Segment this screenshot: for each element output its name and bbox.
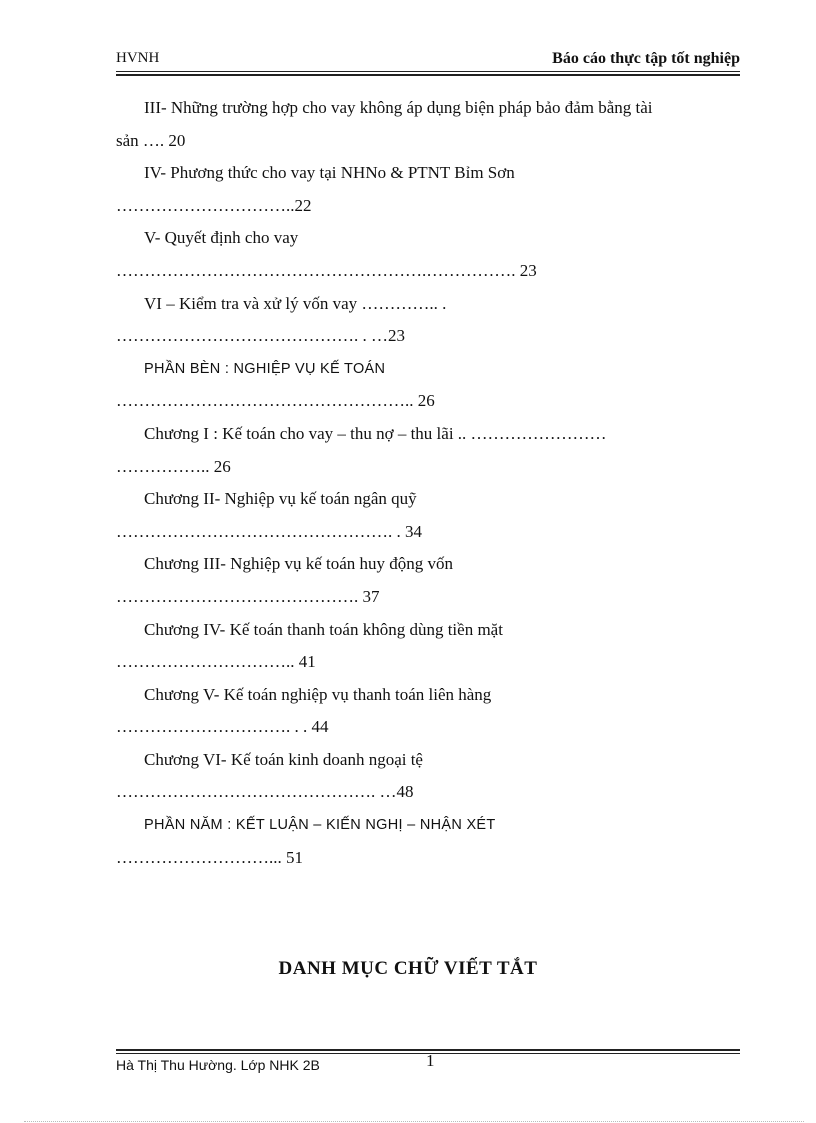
toc-leader: …………………………………………. . 34: [116, 521, 422, 541]
toc-entry: Chương II- Nghiệp vụ kế toán ngân quỹ: [144, 489, 417, 509]
toc-entry: Chương III- Nghiệp vụ kế toán huy động vốn: [144, 554, 454, 574]
toc-entry: III- Những trường hợp cho vay không áp dụng biện pháp bảo đảm bằng tài: [144, 98, 653, 117]
page-header: [116, 50, 740, 70]
toc-leader: …………………………. . . 44: [116, 717, 329, 737]
toc-leader: ……………………………………………….……………. 23: [116, 260, 537, 280]
header-left-text: HVNH: [116, 50, 160, 66]
toc-entry: Chương V- Kế toán nghiệp vụ thanh toán liên hàng: [144, 684, 492, 704]
toc-entry: Chương VI- Kế toán kinh doanh ngoại tệ: [144, 749, 423, 769]
table-of-contents: [116, 92, 740, 874]
toc-leader: ……………………………………. . …23: [116, 326, 405, 346]
toc-entry: Chương IV- Kế toán thanh toán không dùng tiền mặt: [144, 619, 503, 639]
toc-leader: ……………………………………. 37: [116, 586, 380, 606]
toc-entry: V- Quyết định cho vay: [144, 228, 299, 248]
page-edge-divider: [24, 1121, 804, 1122]
toc-leader: …………….. 26: [116, 456, 231, 476]
toc-leader: ………………………... 51: [116, 847, 303, 867]
page-number: 1: [426, 1051, 435, 1070]
section-title: DANH MỤC CHỮ VIẾT TẮT: [278, 958, 538, 979]
toc-entry: VI – Kiểm tra và xử lý vốn vay ………….. .: [144, 293, 447, 313]
toc-leader: sản …. 20: [116, 130, 186, 150]
toc-leader: ………………………….. 41: [116, 652, 316, 672]
header-rule-thick: [116, 74, 740, 76]
header-rule: [116, 71, 740, 72]
footer-author: Hà Thị Thu Hường. Lớp NHK 2B: [116, 1057, 320, 1073]
toc-entry: Chương I : Kế toán cho vay – thu nợ – thu lãi .. ……………………: [144, 423, 607, 443]
toc-part-heading: PHẦN NĂM : KẾT LUẬN – KIẾN NGHỊ – NHẬN XÉT: [144, 817, 496, 834]
toc-leader: …………………………..22: [116, 195, 312, 215]
header-right-text: Báo cáo thực tập tốt nghiệp: [552, 50, 740, 67]
toc-leader: ………………………………………. …48: [116, 782, 414, 802]
toc-leader: …………………………………………….. 26: [116, 391, 435, 411]
toc-entry: IV- Phương thức cho vay tại NHNo & PTNT Bỉm Sơn: [144, 163, 515, 183]
toc-part-heading: PHẦN BÈN : NGHIỆP VỤ KẾ TOÁN: [144, 360, 386, 377]
